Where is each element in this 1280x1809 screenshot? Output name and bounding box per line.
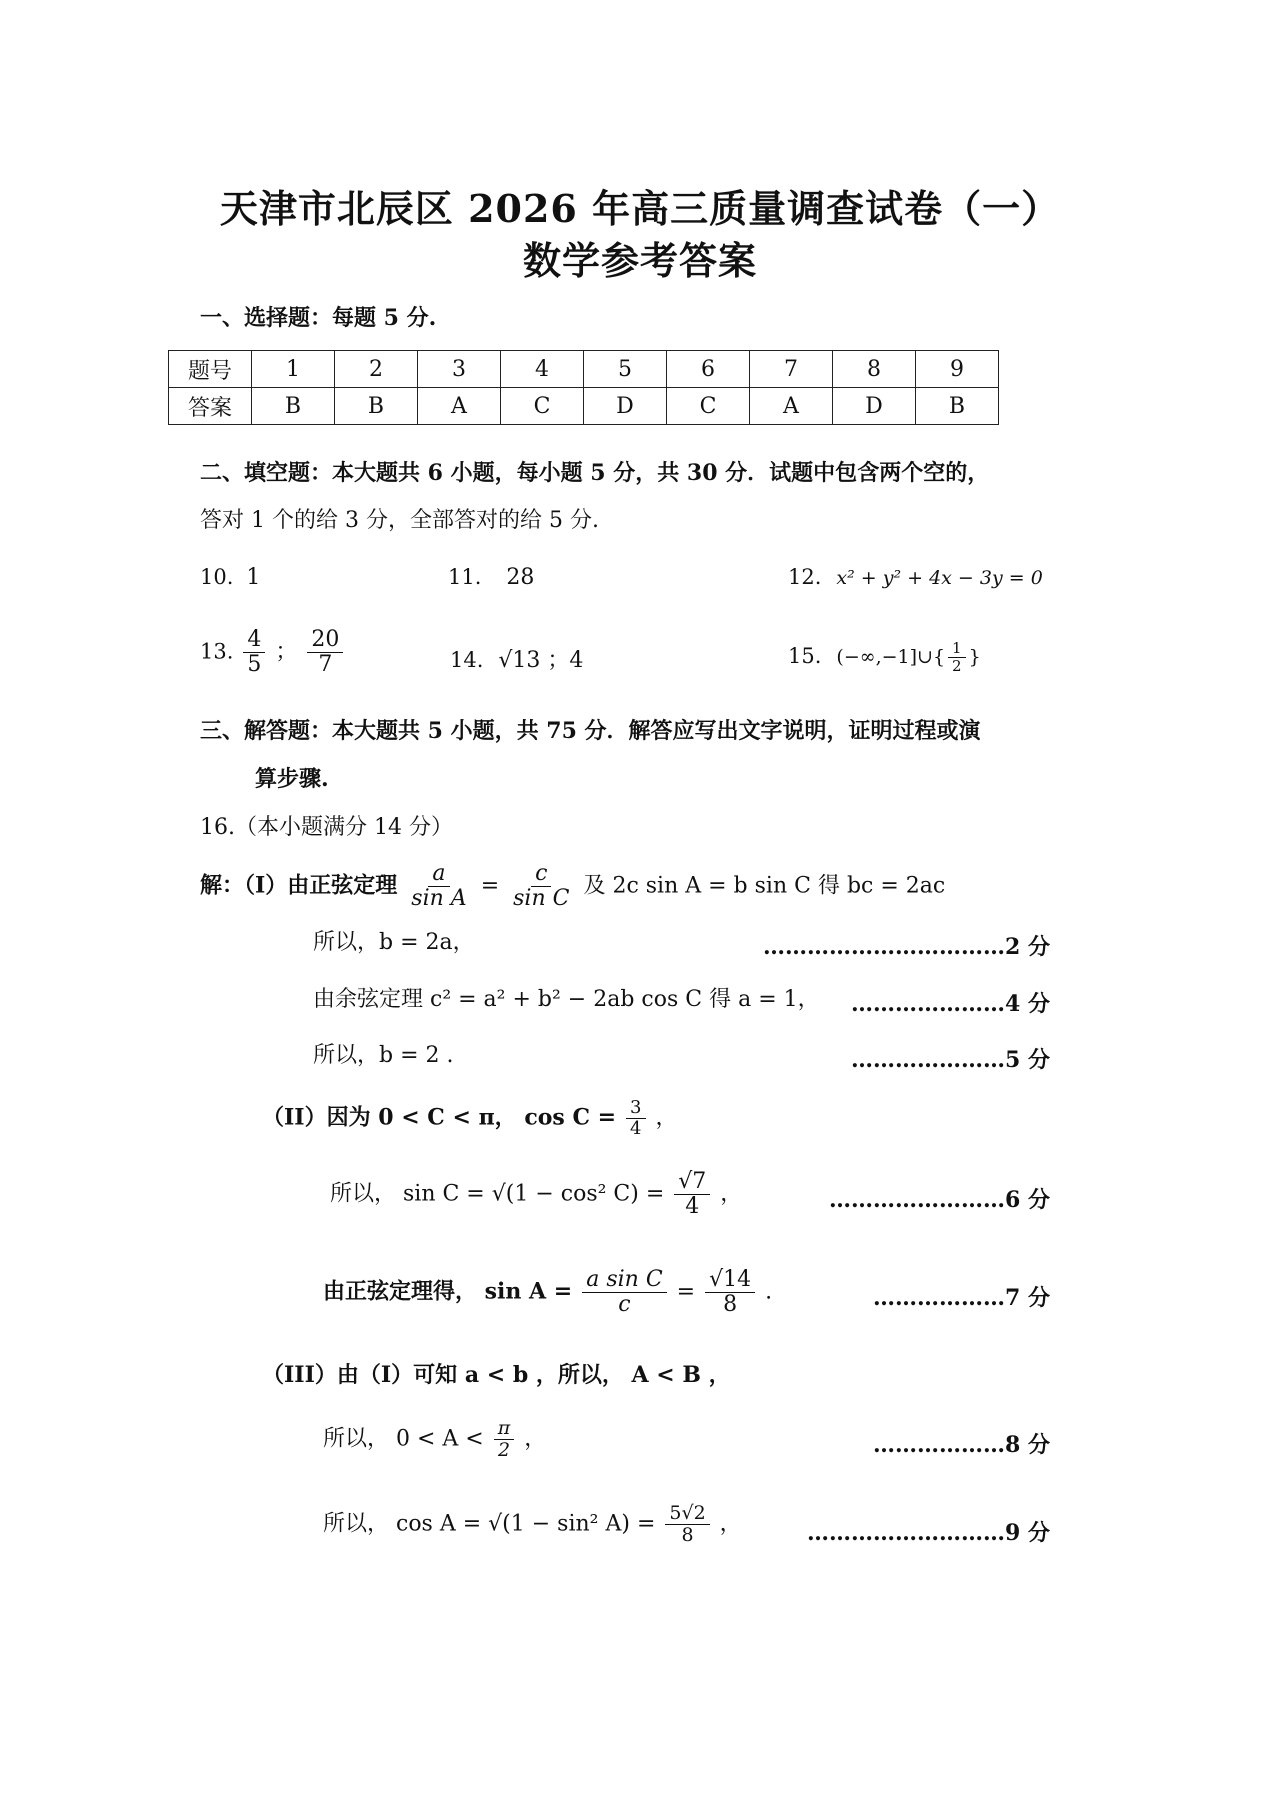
q16-title: 16.（本小题满分 14 分） <box>200 815 453 840</box>
table-cell-num: 8 <box>833 351 916 388</box>
q12-answer: x² + y² + 4x − 3y = 0 <box>836 567 1043 589</box>
q10-label: 10. <box>200 565 234 589</box>
q15 <box>788 640 981 674</box>
l5-numerator: 3 <box>626 1098 645 1119</box>
q15-answer-pre: (−∞,−1]∪{ <box>836 646 946 668</box>
q15-numerator: 1 <box>948 640 966 658</box>
l6-prefix: 所以， sin C = √(1 − cos² C) = <box>330 1181 665 1207</box>
l7-f1-numerator: a sin C <box>582 1268 666 1293</box>
q13-fraction-a <box>243 628 265 677</box>
l9-numerator: π <box>494 1418 515 1440</box>
l5-denominator: 4 <box>630 1117 642 1139</box>
solution-line-3: 由余弦定理 c² = a² + b² − 2ab cos C 得 a = 1， <box>313 987 820 1012</box>
s1-fraction-1 <box>407 862 470 911</box>
q14 <box>450 648 583 674</box>
l5-prefix: （II）因为 0 < C < π， cos C = <box>262 1104 617 1131</box>
q14-label: 14. <box>450 648 484 672</box>
l6-fraction <box>674 1170 710 1219</box>
answer-table <box>168 350 999 425</box>
l5-suffix: ， <box>655 1105 678 1131</box>
q13-label: 13. <box>200 639 234 664</box>
q12 <box>788 565 1043 591</box>
points-line-7: ………………7 分 <box>873 1285 1050 1311</box>
section1-heading: 一、选择题：每题 5 分. <box>200 305 437 331</box>
q15-fraction <box>948 640 966 674</box>
page-title: 天津市北辰区 2026 年高三质量调查试卷（一） <box>219 186 1061 231</box>
points-line-9: ………………8 分 <box>873 1432 1050 1458</box>
points-line-10: ………………………9 分 <box>807 1520 1050 1546</box>
l6-numerator: √7 <box>674 1170 710 1195</box>
q15-denominator: 2 <box>952 656 962 675</box>
l10-suffix: ， <box>719 1511 742 1537</box>
q13 <box>200 628 346 677</box>
s1-equals: = <box>480 873 500 899</box>
section3-heading-line2: 算步骤. <box>255 766 329 792</box>
table-cell-num: 3 <box>418 351 501 388</box>
l5-fraction <box>626 1098 645 1139</box>
points-line-4: …………………5 分 <box>851 1047 1050 1073</box>
q10-answer: 1 <box>246 565 261 590</box>
solution-line-9 <box>323 1418 546 1461</box>
l7-prefix: 由正弦定理得， sin A = <box>323 1278 573 1305</box>
table-cell-num: 9 <box>916 351 999 388</box>
q13-a-denominator: 5 <box>247 652 262 678</box>
q13-fraction-b <box>307 628 343 677</box>
section2-heading-line2: 答对 1 个的给 3 分，全部答对的给 5 分. <box>200 508 599 533</box>
q13-b-denominator: 7 <box>318 652 333 678</box>
q13-b-numerator: 20 <box>307 628 343 653</box>
solution-line-8: （III）由（I）可知 a < b ，所以， A < B ， <box>262 1362 731 1388</box>
q11-label: 11. <box>448 565 482 589</box>
table-cell-num: 5 <box>584 351 667 388</box>
section2-heading-line1: 二、填空题：本大题共 6 小题，每小题 5 分，共 30 分．试题中包含两个空的， <box>200 460 990 486</box>
table-header-ans: 答案 <box>169 388 252 425</box>
q11-answer: 28 <box>506 565 535 590</box>
l10-numerator: 5√2 <box>665 1503 709 1525</box>
q10 <box>200 565 260 591</box>
l7-suffix: . <box>765 1279 773 1305</box>
s1-f2-denominator: sin C <box>513 886 570 912</box>
q13-a-numerator: 4 <box>243 628 265 653</box>
q14-answer: √13 ；4 <box>498 648 584 673</box>
q12-label: 12. <box>788 565 822 589</box>
l9-prefix: 所以， 0 < A < <box>323 1426 484 1452</box>
points-line-6: ……………………6 分 <box>829 1187 1050 1213</box>
l7-f2-numerator: √14 <box>705 1268 755 1293</box>
table-cell-ans: D <box>833 388 916 425</box>
l7-equals: = <box>676 1279 696 1305</box>
l7-fraction-2 <box>705 1268 755 1317</box>
table-cell-num: 6 <box>667 351 750 388</box>
page-subtitle: 数学参考答案 <box>522 238 757 283</box>
table-row-answers <box>169 388 999 425</box>
s1-f1-numerator: a <box>428 862 449 887</box>
table-header-num: 题号 <box>169 351 252 388</box>
q11 <box>448 565 534 591</box>
points-line-3: …………………4 分 <box>851 991 1050 1017</box>
table-cell-ans: C <box>501 388 584 425</box>
s1-f1-denominator: sin A <box>411 886 467 912</box>
table-cell-ans: A <box>750 388 833 425</box>
l7-f1-denominator: c <box>618 1292 631 1318</box>
l6-denominator: 4 <box>685 1194 700 1220</box>
l9-fraction <box>494 1418 515 1461</box>
s1-fraction-2 <box>509 862 573 911</box>
l6-suffix: ， <box>720 1181 743 1207</box>
table-cell-num: 4 <box>501 351 584 388</box>
solution-line-1 <box>200 862 945 911</box>
points-line-2: ……………………………2 分 <box>763 934 1050 960</box>
solution-line-7 <box>323 1268 772 1317</box>
solution-line-4: 所以，b = 2 . <box>313 1043 454 1068</box>
table-cell-ans: B <box>916 388 999 425</box>
table-cell-num: 7 <box>750 351 833 388</box>
s1-suffix: 及 2c sin A = b sin C 得 bc = 2ac <box>583 873 946 899</box>
table-cell-num: 2 <box>335 351 418 388</box>
table-cell-ans: C <box>667 388 750 425</box>
table-cell-ans: A <box>418 388 501 425</box>
l7-f2-denominator: 8 <box>723 1292 738 1318</box>
l9-denominator: 2 <box>497 1438 511 1461</box>
solution-line-10 <box>323 1503 742 1546</box>
s1-f2-numerator: c <box>531 862 551 887</box>
l7-fraction-1 <box>582 1268 666 1317</box>
l10-fraction <box>665 1503 709 1546</box>
table-cell-num: 1 <box>252 351 335 388</box>
l10-prefix: 所以， cos A = √(1 − sin² A) = <box>323 1511 656 1537</box>
solution-line-6 <box>330 1170 742 1219</box>
l9-suffix: ， <box>524 1426 547 1452</box>
solution-line-2: 所以，b = 2a， <box>313 930 475 955</box>
s1-prefix: 解：（I）由正弦定理 <box>200 872 398 899</box>
table-cell-ans: B <box>335 388 418 425</box>
q15-label: 15. <box>788 644 822 668</box>
q15-answer-post: } <box>968 646 981 668</box>
table-cell-ans: B <box>252 388 335 425</box>
q13-separator: ； <box>275 639 298 665</box>
solution-line-5 <box>262 1098 678 1139</box>
l10-denominator: 8 <box>681 1523 694 1546</box>
table-cell-ans: D <box>584 388 667 425</box>
section3-heading-line1: 三、解答题：本大题共 5 小题，共 75 分．解答应写出文字说明，证明过程或演 <box>200 718 981 744</box>
table-row-numbers <box>169 351 999 388</box>
